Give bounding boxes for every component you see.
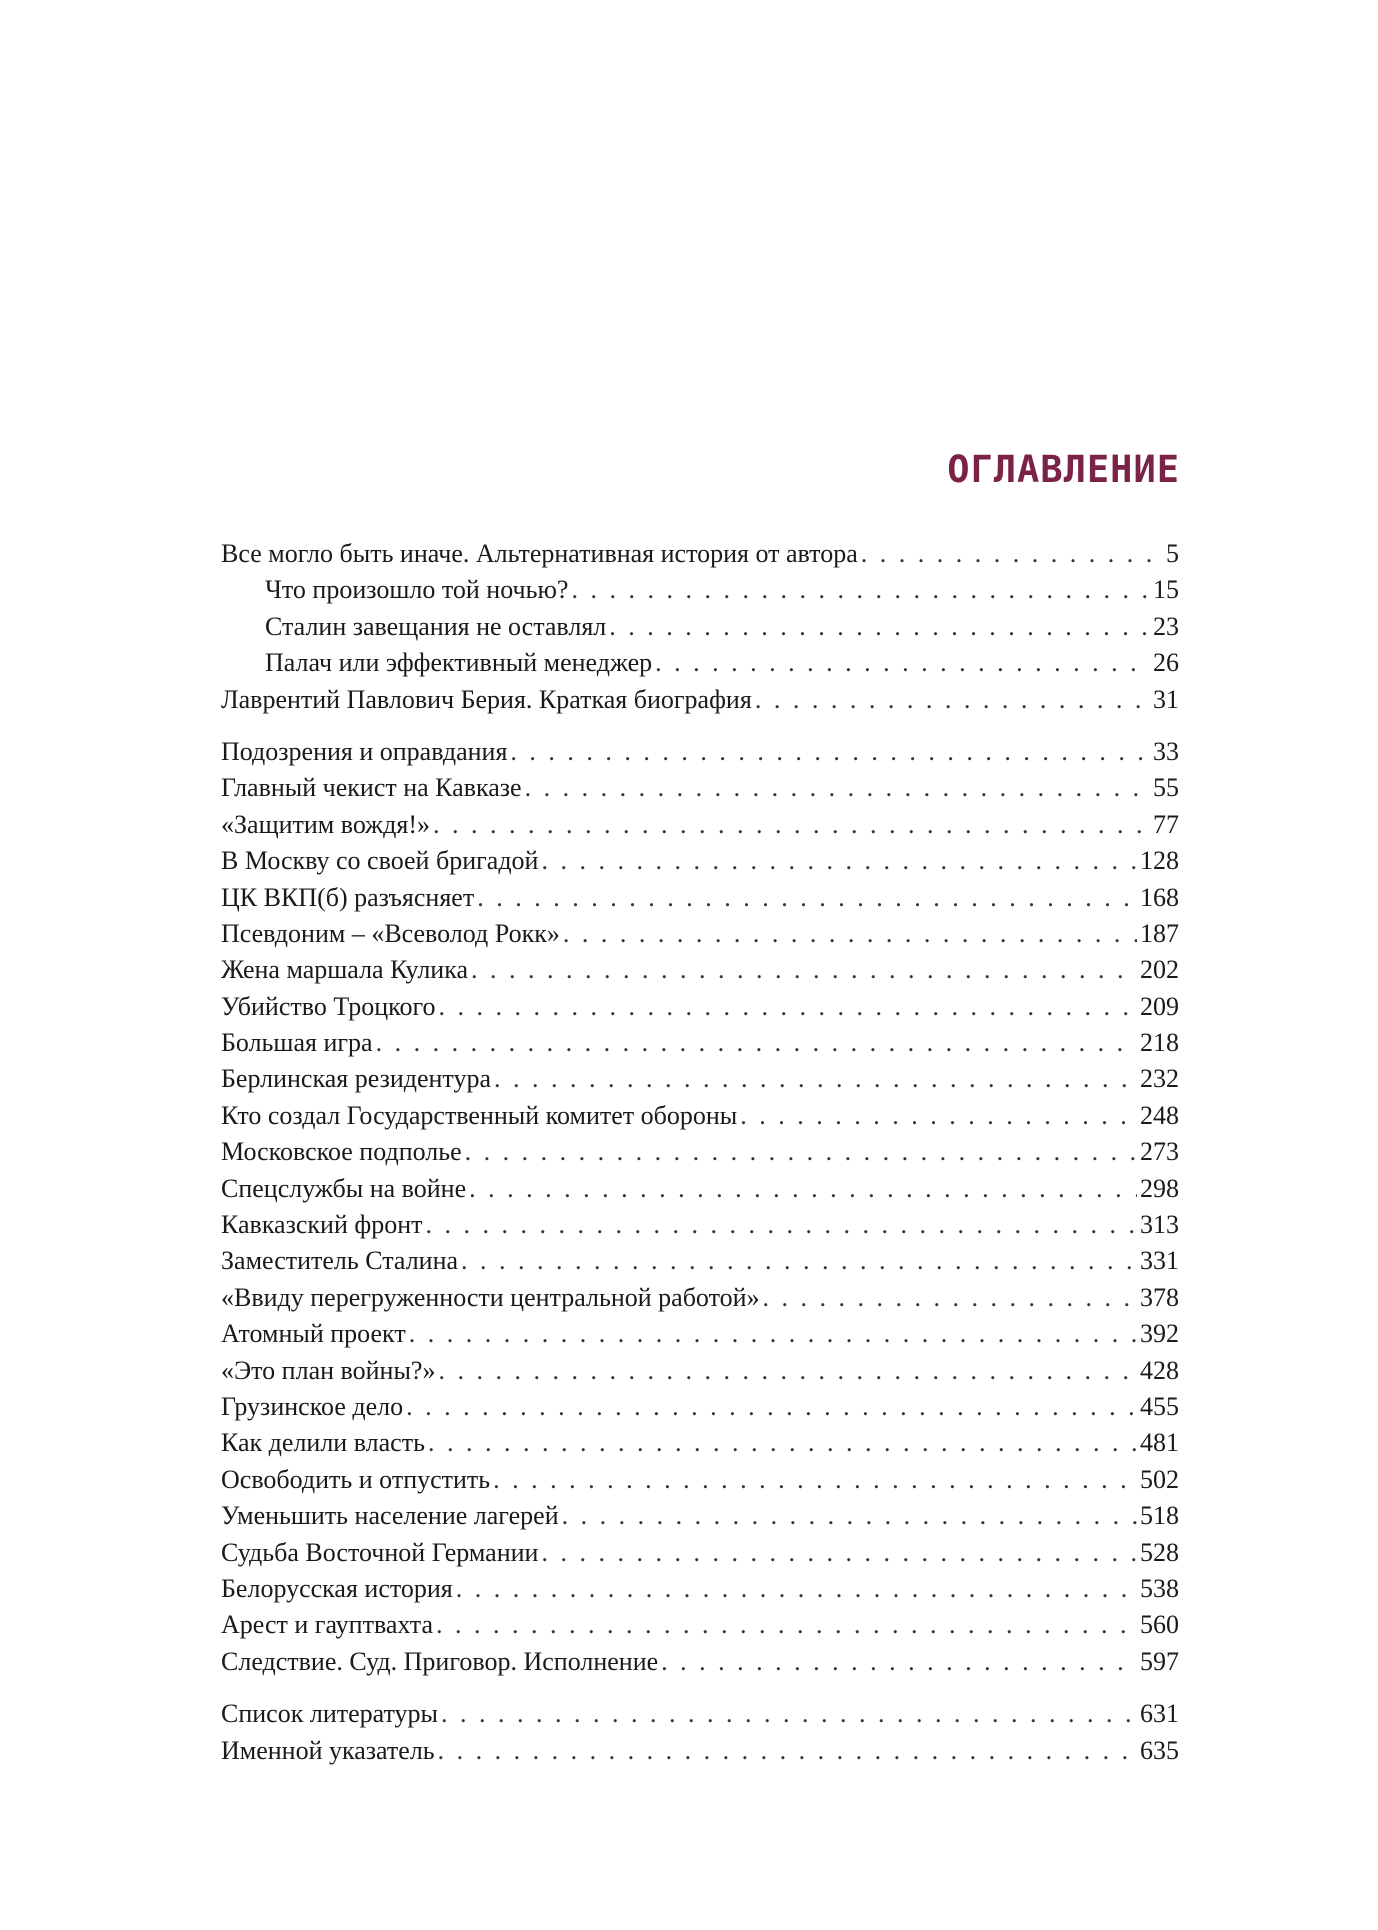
toc-entry-title: Заместитель Сталина (221, 1246, 459, 1276)
dot-leader (493, 1462, 1137, 1498)
toc-entry-title: Грузинское дело (221, 1391, 404, 1421)
toc-page-number: 26 (1153, 648, 1179, 678)
toc-entry[interactable] (221, 1353, 1179, 1389)
dot-leader (438, 1733, 1137, 1769)
table-of-contents (221, 536, 1179, 1769)
toc-entry[interactable] (221, 807, 1179, 843)
toc-group (221, 734, 1179, 1680)
toc-page-number: 331 (1140, 1246, 1179, 1276)
toc-page-number: 455 (1140, 1391, 1179, 1421)
toc-page-number: 55 (1153, 773, 1179, 803)
toc-page-number: 187 (1140, 918, 1179, 948)
toc-page-number: 378 (1140, 1282, 1179, 1312)
toc-entry-title: Все могло быть иначе. Альтернативная история от автора (221, 539, 858, 568)
toc-entry[interactable] (221, 1025, 1179, 1061)
dot-leader (409, 1316, 1137, 1352)
toc-page-number: 5 (1166, 539, 1179, 568)
toc-entry-title: Спецслужбы на войне (221, 1173, 467, 1203)
dot-leader (494, 1061, 1137, 1097)
toc-page-number: 273 (1140, 1137, 1179, 1167)
toc-entry-title: Большая игра (221, 1028, 373, 1058)
dot-leader (428, 1425, 1137, 1461)
toc-entry[interactable] (221, 1498, 1179, 1534)
toc-entry-title: Как делили власть (221, 1428, 425, 1458)
toc-page-number: 23 (1153, 611, 1179, 641)
toc-page-number: 635 (1140, 1735, 1179, 1765)
toc-entry-title: Лаврентий Павлович Берия. Краткая биография (221, 684, 752, 714)
dot-leader (433, 807, 1150, 843)
toc-entry[interactable] (221, 1389, 1179, 1425)
toc-page-number: 428 (1140, 1355, 1179, 1385)
toc-entry-title: Псевдоним – «Всеволод Рокк» (221, 918, 560, 948)
toc-page-number: 538 (1140, 1573, 1179, 1603)
toc-entry[interactable] (221, 880, 1179, 916)
toc-page-number: 33 (1153, 736, 1179, 766)
dot-leader (456, 1571, 1137, 1607)
toc-entry[interactable] (221, 1134, 1179, 1170)
dot-leader (471, 952, 1137, 988)
dot-leader (438, 1353, 1137, 1389)
page-title: ОГЛАВЛЕНИЕ (947, 448, 1180, 491)
dot-leader (438, 989, 1137, 1025)
toc-entry-title: Следствие. Суд. Приговор. Исполнение (221, 1646, 659, 1676)
toc-entry-title: ЦК ВКП(б) разъясняет (221, 882, 475, 912)
toc-entry[interactable] (221, 1733, 1179, 1769)
toc-subentry[interactable] (221, 572, 1179, 608)
toc-entry[interactable] (221, 1462, 1179, 1498)
toc-entry-title: Жена маршала Кулика (221, 955, 468, 985)
toc-entry-title: Сталин завещания не оставлял (265, 611, 607, 641)
toc-entry-title: «Ввиду перегруженности центральной работой» (221, 1282, 760, 1312)
dot-leader (740, 1098, 1137, 1134)
dot-leader (376, 1025, 1137, 1061)
dot-leader (541, 1535, 1137, 1571)
toc-page-number: 597 (1140, 1646, 1179, 1676)
dot-leader (861, 536, 1163, 572)
toc-page-number: 392 (1140, 1319, 1179, 1349)
toc-entry[interactable] (221, 770, 1179, 806)
toc-entry[interactable] (221, 1696, 1179, 1732)
toc-entry-title: Берлинская резидентура (221, 1064, 491, 1094)
toc-entry[interactable] (221, 952, 1179, 988)
dot-leader (571, 572, 1150, 608)
dot-leader (655, 645, 1150, 681)
toc-entry-title: Список литературы (221, 1699, 438, 1729)
toc-page-number: 298 (1140, 1173, 1179, 1203)
toc-entry[interactable] (221, 916, 1179, 952)
toc-entry-title: Палач или эффективный менеджер (265, 648, 653, 678)
toc-page-number: 481 (1140, 1428, 1179, 1458)
toc-entry-title: Убийство Троцкого (221, 991, 436, 1021)
toc-page-number: 15 (1153, 575, 1179, 605)
toc-entry-title: Что произошло той ночью? (265, 575, 569, 605)
toc-entry[interactable] (221, 1644, 1179, 1680)
toc-page-number: 168 (1140, 882, 1179, 912)
dot-leader (441, 1696, 1137, 1732)
toc-entry-title: «Защитим вождя!» (221, 809, 430, 839)
toc-entry-title: «Это план войны?» (221, 1355, 436, 1385)
toc-entry-title: Московское подполье (221, 1137, 462, 1167)
dot-leader (465, 1134, 1137, 1170)
dot-leader (426, 1207, 1138, 1243)
toc-entry[interactable] (221, 682, 1179, 718)
toc-entry[interactable] (221, 1207, 1179, 1243)
toc-page-number: 218 (1140, 1028, 1179, 1058)
toc-entry-title: Подозрения и оправдания (221, 736, 508, 766)
toc-entry-title: Уменьшить население лагерей (221, 1501, 559, 1531)
dot-leader (525, 770, 1150, 806)
toc-page-number: 518 (1140, 1501, 1179, 1531)
dot-leader (755, 682, 1150, 718)
toc-page-number: 232 (1140, 1064, 1179, 1094)
toc-group (221, 1696, 1179, 1769)
toc-entry[interactable] (221, 536, 1179, 572)
toc-entry[interactable] (221, 1316, 1179, 1352)
toc-entry-title: В Москву со своей бригадой (221, 846, 539, 876)
toc-entry-title: Главный чекист на Кавказе (221, 773, 522, 803)
toc-entry-title: Кто создал Государственный комитет обороны (221, 1100, 738, 1130)
dot-leader (562, 1498, 1137, 1534)
toc-entry[interactable] (221, 1535, 1179, 1571)
toc-page-number: 209 (1140, 991, 1179, 1021)
dot-leader (563, 916, 1137, 952)
dot-leader (469, 1171, 1137, 1207)
toc-entry[interactable] (221, 1425, 1179, 1461)
toc-entry-title: Белорусская история (221, 1573, 453, 1603)
dot-leader (609, 609, 1150, 645)
toc-page-number: 528 (1140, 1537, 1179, 1567)
toc-entry[interactable] (221, 1571, 1179, 1607)
toc-subentry[interactable] (221, 645, 1179, 681)
dot-leader (436, 1607, 1137, 1643)
toc-subentry[interactable] (221, 609, 1179, 645)
dot-leader (661, 1644, 1137, 1680)
toc-entry-title: Кавказский фронт (221, 1210, 423, 1240)
toc-page-number: 128 (1140, 846, 1179, 876)
toc-group (221, 536, 1179, 718)
toc-entry[interactable] (221, 1280, 1179, 1316)
toc-entry[interactable] (221, 989, 1179, 1025)
toc-page-number: 248 (1140, 1100, 1179, 1130)
toc-entry-title: Судьба Восточной Германии (221, 1537, 539, 1567)
toc-entry[interactable] (221, 734, 1179, 770)
toc-page-number: 502 (1140, 1464, 1179, 1494)
toc-page-number: 313 (1140, 1210, 1179, 1240)
toc-page-number: 77 (1153, 809, 1179, 839)
toc-entry[interactable] (221, 1061, 1179, 1097)
toc-entry[interactable] (221, 1098, 1179, 1134)
toc-page-number: 560 (1140, 1610, 1179, 1640)
dot-leader (461, 1243, 1137, 1279)
toc-entry[interactable] (221, 1171, 1179, 1207)
toc-entry[interactable] (221, 843, 1179, 879)
dot-leader (510, 734, 1150, 770)
toc-page-number: 631 (1140, 1699, 1179, 1729)
dot-leader (477, 880, 1137, 916)
toc-entry[interactable] (221, 1607, 1179, 1643)
toc-entry-title: Освободить и отпустить (221, 1464, 491, 1494)
dot-leader (541, 843, 1137, 879)
toc-entry-title: Именной указатель (221, 1735, 435, 1765)
toc-entry-title: Арест и гауптвахта (221, 1610, 433, 1640)
toc-entry-title: Атомный проект (221, 1319, 406, 1349)
dot-leader (406, 1389, 1137, 1425)
dot-leader (763, 1280, 1137, 1316)
toc-entry[interactable] (221, 1243, 1179, 1279)
toc-page-number: 31 (1153, 684, 1179, 714)
toc-page-number: 202 (1140, 955, 1179, 985)
